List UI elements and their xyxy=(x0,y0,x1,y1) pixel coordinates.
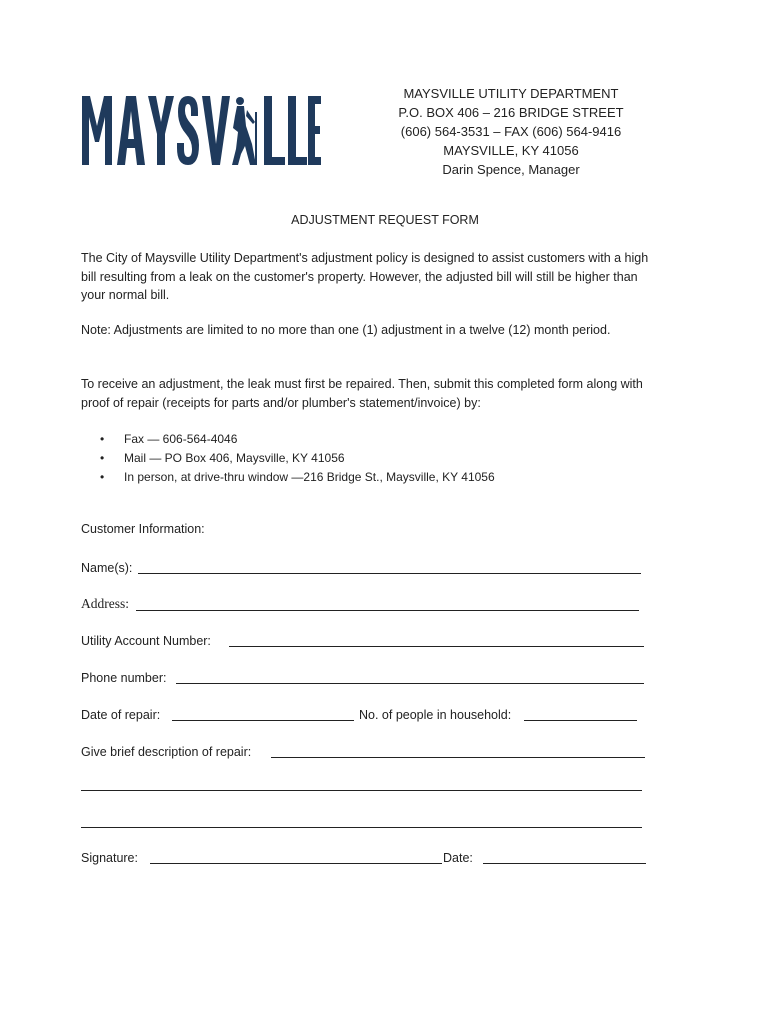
address-field xyxy=(81,593,643,615)
phone-number-label: Phone number: xyxy=(81,671,167,685)
address-label: Address: xyxy=(81,596,129,611)
date-of-repair-label: Date of repair: xyxy=(81,708,161,722)
maysville-logo xyxy=(80,92,322,166)
household-size-label: No. of people in household: xyxy=(359,708,512,722)
policy-paragraph: The City of Maysville Utility Department's adjustment policy is designed to assist customers with a high bill resulting from a leak on the customer's property. However, the adjusted bill will still be higher than your normal bill. xyxy=(81,251,649,302)
bullet-icon: • xyxy=(100,432,105,446)
household-size-input-line[interactable] xyxy=(524,720,637,721)
instructions-paragraph: To receive an adjustment, the leak must first be repaired. Then, submit this completed form along with proof of repair (receipts for parts and/or plumber's statement/invoice) by: xyxy=(81,377,643,410)
customer-information-heading: Customer Information: xyxy=(81,522,205,536)
date-label: Date: xyxy=(443,851,473,865)
phone-number-input-line[interactable] xyxy=(176,683,644,684)
date-of-repair-input-line[interactable] xyxy=(172,720,354,721)
department-manager: Darin Spence, Manager xyxy=(442,162,580,177)
repair-description-label: Give brief description of repair: xyxy=(81,745,252,759)
list-item xyxy=(100,468,495,487)
note-paragraph: Note: Adjustments are limited to no more than one (1) adjustment in a twelve (12) month period. xyxy=(81,323,611,337)
bullet-icon: • xyxy=(100,470,105,484)
submission-method-mail: Mail — PO Box 406, Maysville, KY 41056 xyxy=(124,451,345,465)
list-item xyxy=(100,449,495,468)
department-address: P.O. BOX 406 – 216 BRIDGE STREET xyxy=(398,105,624,120)
account-number-label: Utility Account Number: xyxy=(81,634,211,648)
signature-input-line[interactable] xyxy=(150,863,442,864)
department-phone-fax: (606) 564-3531 – FAX (606) 564-9416 xyxy=(400,124,622,139)
bullet-icon: • xyxy=(100,451,105,465)
repair-description-input-line[interactable] xyxy=(271,757,645,758)
letterhead xyxy=(380,84,642,179)
repair-description-field xyxy=(81,740,647,762)
name-label: Name(s): xyxy=(81,561,133,575)
maysville-logo-graphic xyxy=(80,92,322,166)
submission-methods-list xyxy=(100,430,495,487)
name-input-line[interactable] xyxy=(138,573,641,574)
account-number-input-line[interactable] xyxy=(229,646,644,647)
form-title: ADJUSTMENT REQUEST FORM xyxy=(291,213,479,227)
phone-number-field xyxy=(81,666,646,688)
list-item xyxy=(100,430,495,449)
repair-description-line-2[interactable] xyxy=(81,790,642,791)
account-number-field xyxy=(81,629,646,651)
submission-method-in-person: In person, at drive-thru window —216 Bridge St., Maysville, KY 41056 xyxy=(124,470,495,484)
date-of-repair-field xyxy=(81,703,641,725)
repair-description-line-3[interactable] xyxy=(81,827,642,828)
address-input-line[interactable] xyxy=(136,610,639,611)
signature-field xyxy=(81,846,647,868)
submission-method-fax: Fax — 606-564-4046 xyxy=(124,432,238,446)
date-input-line[interactable] xyxy=(483,863,646,864)
signature-label: Signature: xyxy=(81,851,138,865)
department-city: MAYSVILLE, KY 41056 xyxy=(443,143,579,158)
name-field xyxy=(81,556,643,578)
department-name: MAYSVILLE UTILITY DEPARTMENT xyxy=(403,86,619,101)
